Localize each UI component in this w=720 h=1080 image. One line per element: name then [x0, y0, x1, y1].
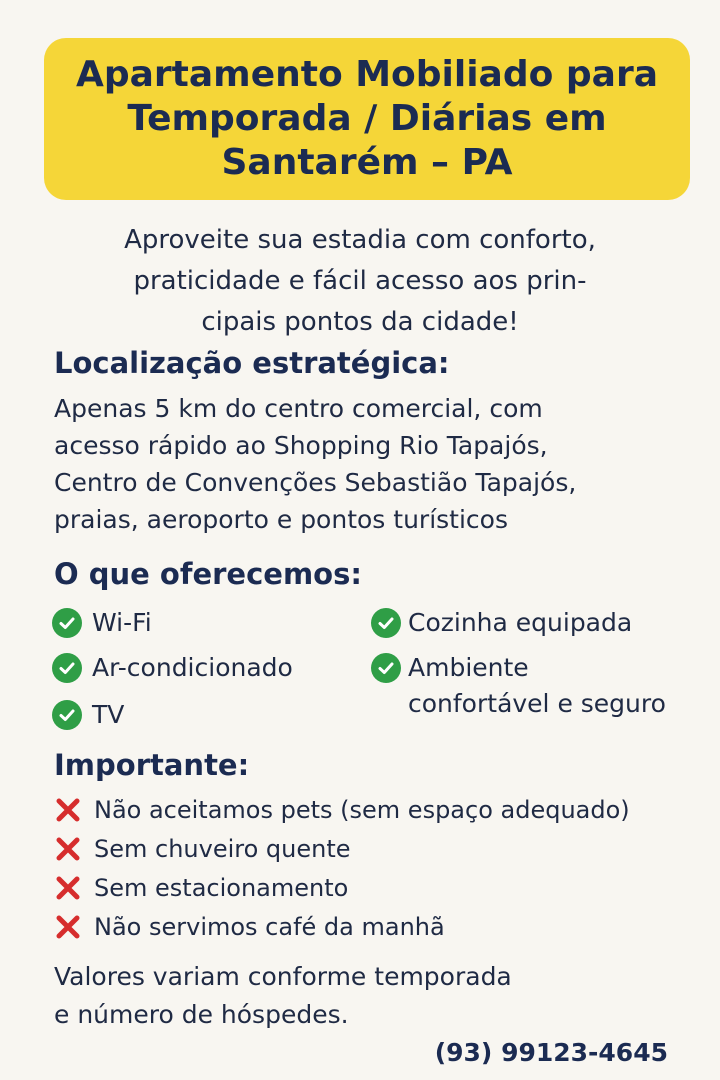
amenity-label: Ar-condicionado	[92, 653, 293, 682]
amenity-item	[52, 697, 124, 733]
rule-label: Sem estacionamento	[94, 874, 349, 902]
pricing-note	[54, 958, 512, 1034]
cross-icon	[54, 835, 82, 863]
title-line-3: Santarém – PA	[221, 142, 513, 183]
check-circle-icon	[52, 700, 82, 730]
rule-label: Não servimos café da manhã	[94, 913, 445, 941]
check-circle-icon	[371, 608, 401, 638]
location-line: acesso rápido ao Shopping Rio Tapajós,	[54, 431, 548, 460]
amenity-label: TV	[92, 700, 125, 729]
location-line: Apenas 5 km do centro comercial, com	[54, 394, 543, 423]
rule-label: Não aceitamos pets (sem espaço adequado)	[94, 796, 630, 824]
check-circle-icon	[52, 608, 82, 638]
check-circle-icon	[371, 653, 401, 683]
amenity-label: Ambiente	[408, 653, 529, 682]
intro-line: praticidade e fácil acesso aos prin-	[133, 266, 587, 296]
note-line: Valores variam conforme temporada	[54, 962, 512, 991]
contact-phone: (93) 99123-4645	[434, 1038, 668, 1067]
rule-item	[54, 913, 445, 941]
title-line-2: Temporada / Diárias em	[127, 98, 607, 139]
rule-item	[54, 835, 351, 863]
intro-line: cipais pontos da cidade!	[201, 307, 519, 337]
intro-line: Aproveite sua estadia com conforto,	[124, 225, 596, 255]
amenity-label: Wi-Fi	[92, 608, 152, 637]
check-circle-icon	[52, 653, 82, 683]
amenity-item	[371, 650, 666, 722]
rule-item	[54, 874, 348, 902]
offers-heading: O que oferecemos:	[54, 557, 362, 591]
important-heading: Importante:	[54, 748, 250, 782]
location-heading: Localização estratégica:	[54, 346, 450, 380]
cross-icon	[54, 913, 82, 941]
location-line: praias, aeroporto e pontos turísticos	[54, 505, 508, 534]
location-line: Centro de Convenções Sebastião Tapajós,	[54, 468, 577, 497]
intro-text	[40, 220, 680, 343]
rule-item	[54, 796, 630, 824]
amenity-item	[52, 650, 293, 686]
cross-icon	[54, 796, 82, 824]
rule-label: Sem chuveiro quente	[94, 835, 351, 863]
title-banner	[44, 38, 690, 200]
amenity-label: confortável e seguro	[408, 689, 666, 718]
amenity-item	[52, 605, 152, 641]
note-line: e número de hóspedes.	[54, 1000, 349, 1029]
title-line-1: Apartamento Mobiliado para	[76, 54, 658, 95]
cross-icon	[54, 874, 82, 902]
location-description	[54, 390, 576, 538]
amenity-label: Cozinha equipada	[408, 608, 633, 637]
amenity-item	[371, 605, 632, 641]
